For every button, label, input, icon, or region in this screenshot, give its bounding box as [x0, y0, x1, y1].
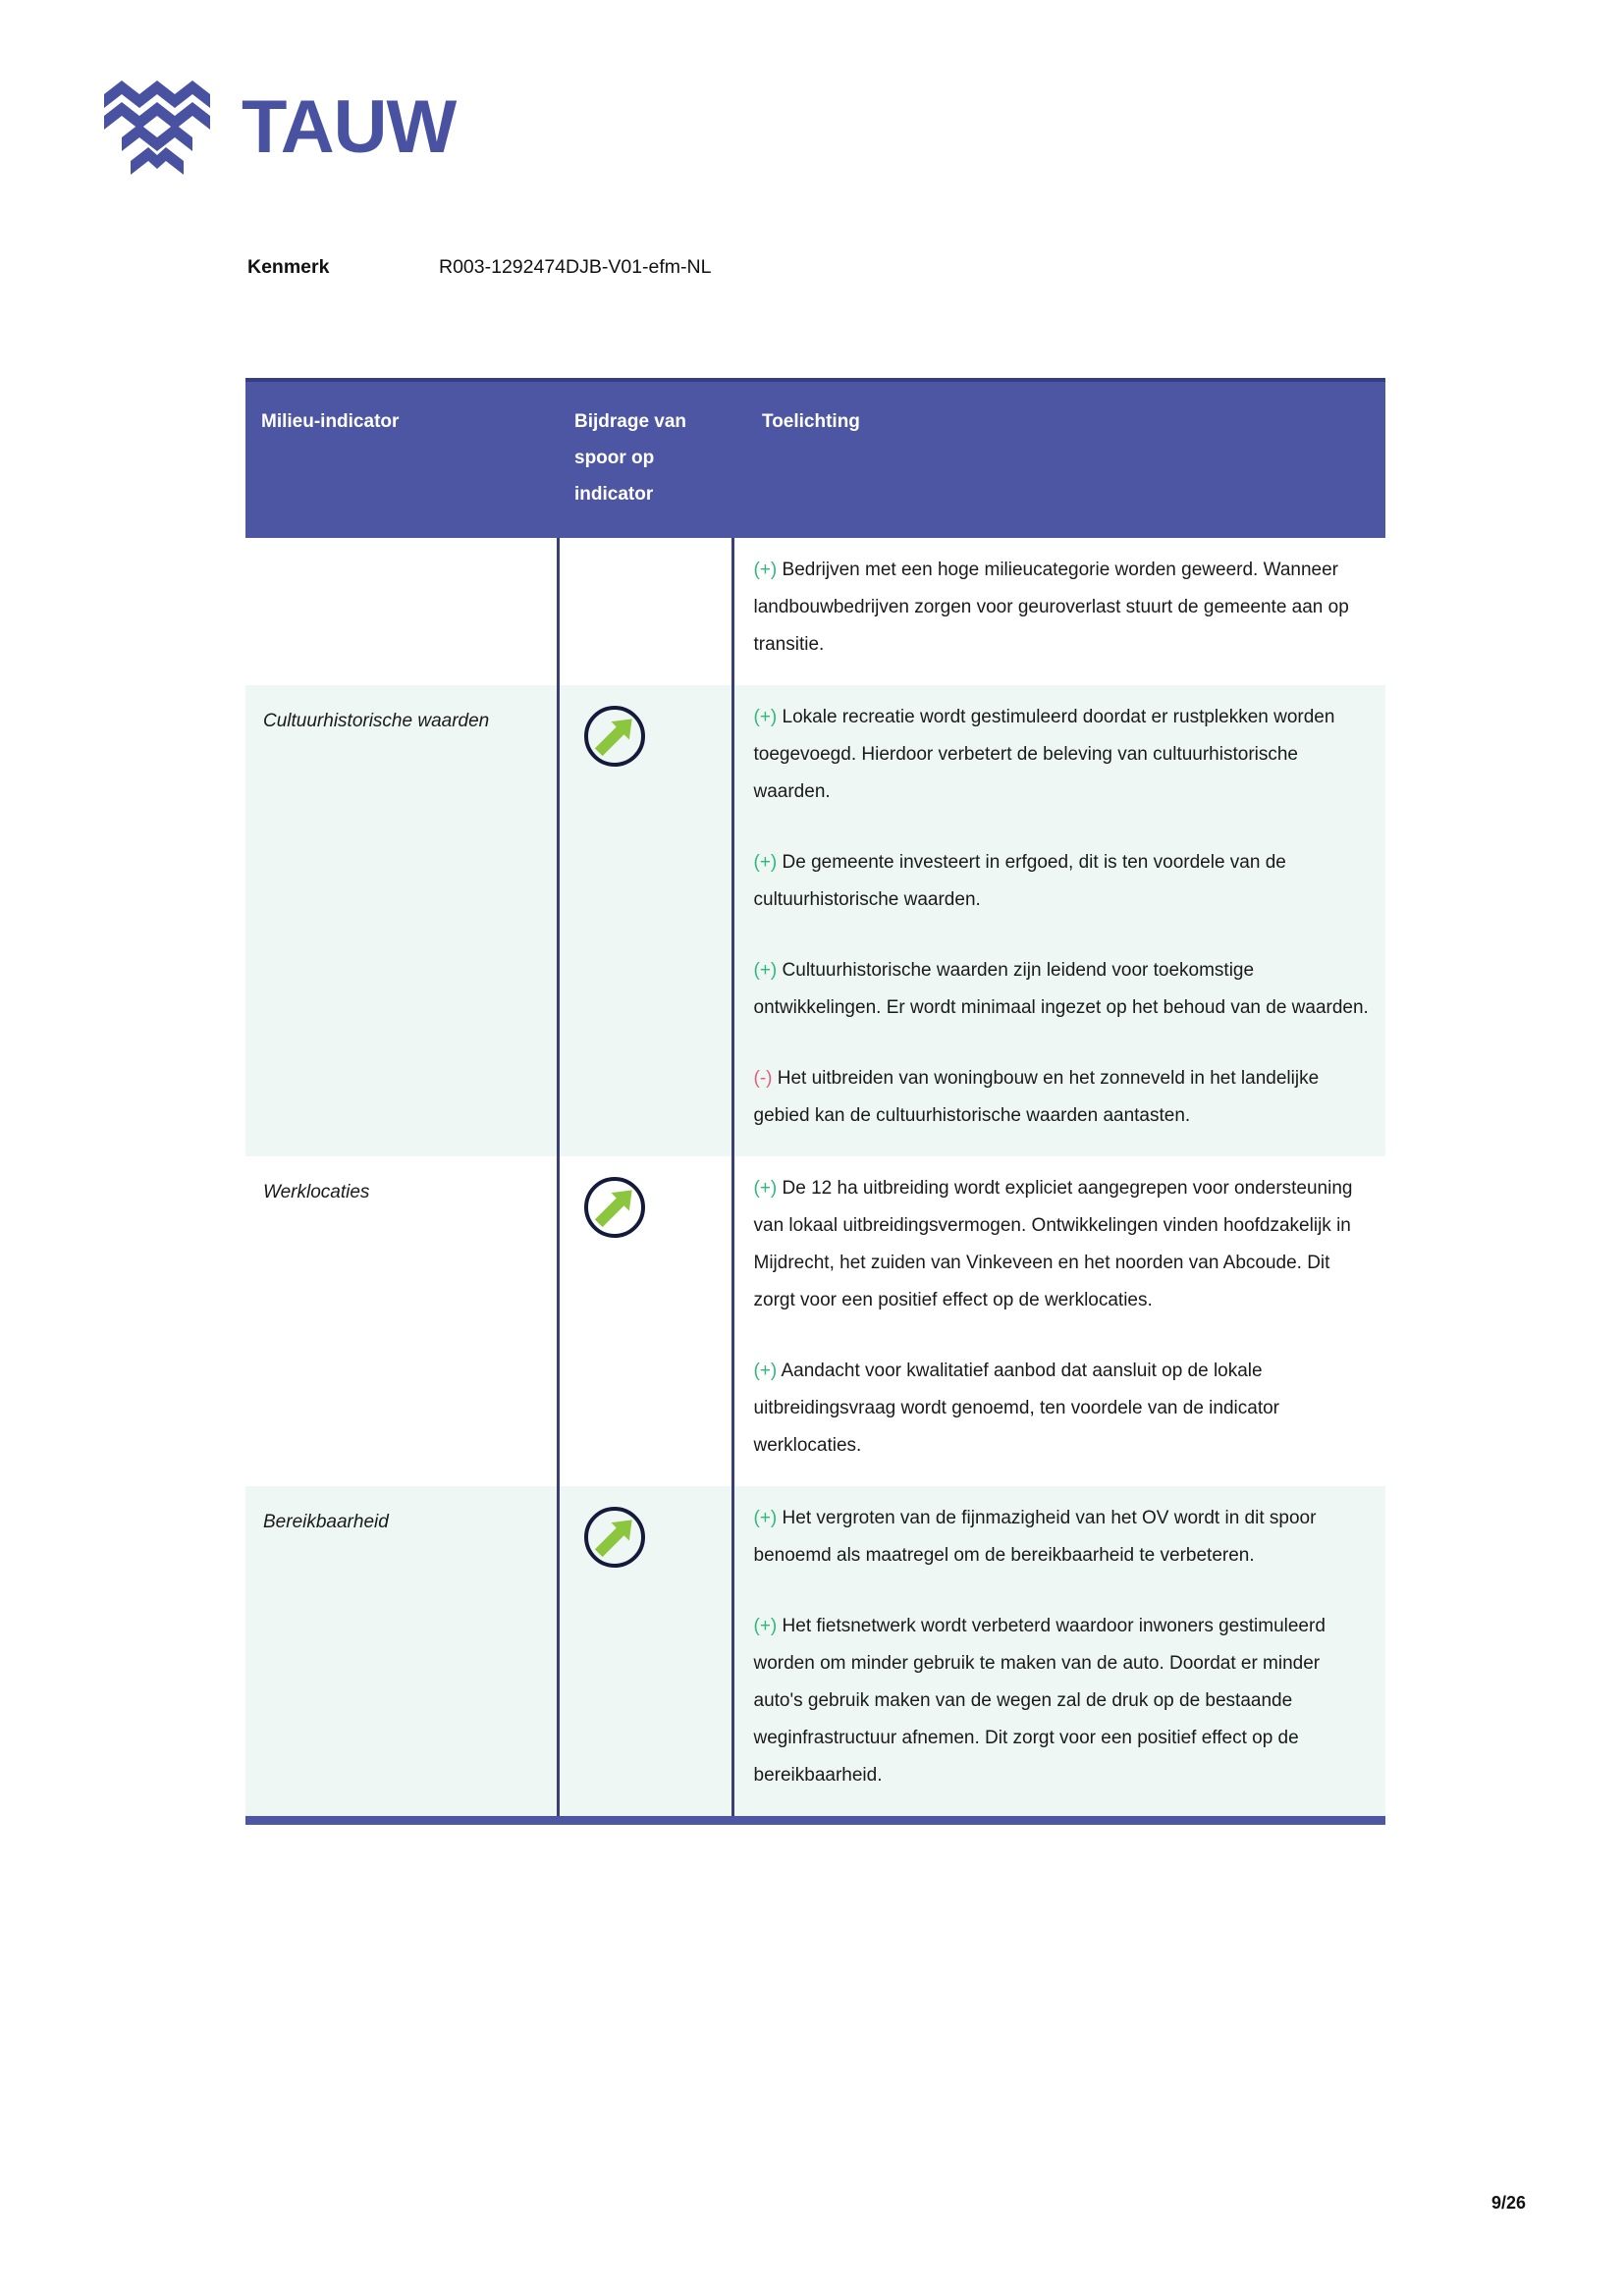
- cell-bijdrage-van-spoor: [558, 1486, 732, 1821]
- polarity-sign: (+): [753, 1508, 778, 1529]
- milieu-indicator-table: [245, 378, 1385, 1825]
- polarity-sign: (+): [753, 707, 778, 728]
- cell-toelichting: [732, 1486, 1385, 1821]
- arrow-up-green-icon: [583, 1176, 716, 1239]
- kenmerk: [247, 256, 711, 279]
- polarity-sign: (+): [753, 1361, 778, 1382]
- toelichting-text: Lokale recreatie wordt gestimuleerd doordat er rustplekken worden toegevoegd. Hierdoor verbetert de beleving van cultuurhistorische waarden.: [753, 707, 1335, 803]
- kenmerk-value: R003-1292474DJB-V01-efm-NL: [439, 256, 712, 278]
- arrow-down-red-and-arrow-up-green-icon: [583, 1506, 716, 1569]
- table-header: [245, 380, 1385, 538]
- cell-bijdrage-van-spoor: [558, 1156, 732, 1486]
- tauw-logo-mark: [98, 77, 216, 179]
- kenmerk-label: Kenmerk: [247, 256, 330, 278]
- toelichting-paragraph: [754, 699, 1373, 811]
- table-row: [245, 685, 1385, 1156]
- column-header-toelichting: Toelichting: [732, 380, 1385, 538]
- cell-milieu-indicator: [245, 685, 558, 1156]
- toelichting-text: De gemeente investeert in erfgoed, dit is ten voordele van de cultuurhistorische waarden.: [753, 852, 1286, 911]
- cell-milieu-indicator: [245, 1156, 558, 1486]
- toelichting-text: Het vergroten van de fijnmazigheid van het OV wordt in dit spoor benoemd als maatregel om de bereikbaarheid te verbeteren.: [753, 1508, 1317, 1567]
- toelichting-paragraph: [754, 1060, 1373, 1135]
- milieu-indicator-label: Werklocaties: [263, 1182, 370, 1203]
- arrow-up-green-and-arrow-down-red-icon: [583, 705, 716, 768]
- cell-milieu-indicator: [245, 1486, 558, 1821]
- toelichting-text: Cultuurhistorische waarden zijn leidend voor toekomstige ontwikkelingen. Er wordt minimaal ingezet op het behoud van de waarden.: [753, 960, 1369, 1019]
- cell-toelichting: [732, 685, 1385, 1156]
- table-body: [245, 538, 1385, 1821]
- table-header-row: [245, 380, 1385, 538]
- table-row: [245, 538, 1385, 685]
- toelichting-paragraph: [754, 844, 1373, 919]
- polarity-sign: (+): [753, 1178, 778, 1200]
- polarity-sign: (+): [753, 852, 778, 874]
- toelichting-paragraph: [754, 1170, 1373, 1319]
- polarity-sign: (+): [753, 960, 778, 982]
- polarity-sign: (-): [753, 1068, 773, 1090]
- toelichting-text: Het uitbreiden van woningbouw en het zonneveld in het landelijke gebied kan de cultuurhistorische waarden aantasten.: [753, 1068, 1320, 1127]
- toelichting-text: De 12 ha uitbreiding wordt expliciet aangegrepen voor ondersteuning van lokaal uitbreidingsvermogen. Ontwikkelingen vinden hoofdzakelijk in Mijdrecht, het zuiden van Vinkeveen en het noorden van Abcoude. Dit zorgt voor een positief effect op de werklocaties.: [753, 1178, 1353, 1311]
- table-row: [245, 1156, 1385, 1486]
- column-header-bijdrage-van-spoor-op-indicator: Bijdrage van spoor op indicator: [558, 380, 732, 538]
- toelichting-paragraph: [754, 1500, 1373, 1575]
- milieu-indicator-label: Bereikbaarheid: [263, 1512, 389, 1533]
- toelichting-paragraph: [754, 952, 1373, 1027]
- toelichting-text: Het fietsnetwerk wordt verbeterd waardoor inwoners gestimuleerd worden om minder gebruik te maken van de auto. Doordat er minder auto's gebruik maken van de wegen zal de druk op de bestaande weginfrastructuur afnemen. Dit zorgt voor een positief effect op de bereikbaarheid.: [753, 1616, 1326, 1787]
- cell-bijdrage-van-spoor: [558, 685, 732, 1156]
- tauw-logo: [98, 77, 456, 179]
- toelichting-text: Aandacht voor kwalitatief aanbod dat aansluit op de lokale uitbreidingsvraag wordt genoemd, ten voordele van de indicator werklocaties.: [753, 1361, 1279, 1457]
- toelichting-paragraph: [754, 552, 1373, 664]
- page-number: 9/26: [1490, 2193, 1526, 2213]
- toelichting-paragraph: [754, 1608, 1373, 1794]
- cell-toelichting: [732, 538, 1385, 685]
- polarity-sign: (+): [753, 560, 778, 581]
- cell-bijdrage-van-spoor: [558, 538, 732, 685]
- toelichting-text: Bedrijven met een hoge milieucategorie worden geweerd. Wanneer landbouwbedrijven zorgen voor geuroverlast stuurt de gemeente aan op transitie.: [753, 560, 1349, 656]
- milieu-indicator-label: Cultuurhistorische waarden: [263, 711, 490, 732]
- cell-milieu-indicator: [245, 538, 558, 685]
- tauw-wordmark: TAUW: [242, 85, 457, 169]
- polarity-sign: (+): [753, 1616, 778, 1637]
- toelichting-paragraph: [754, 1353, 1373, 1465]
- cell-toelichting: [732, 1156, 1385, 1486]
- table-row: [245, 1486, 1385, 1821]
- column-header-milieu-indicator: Milieu-indicator: [245, 380, 558, 538]
